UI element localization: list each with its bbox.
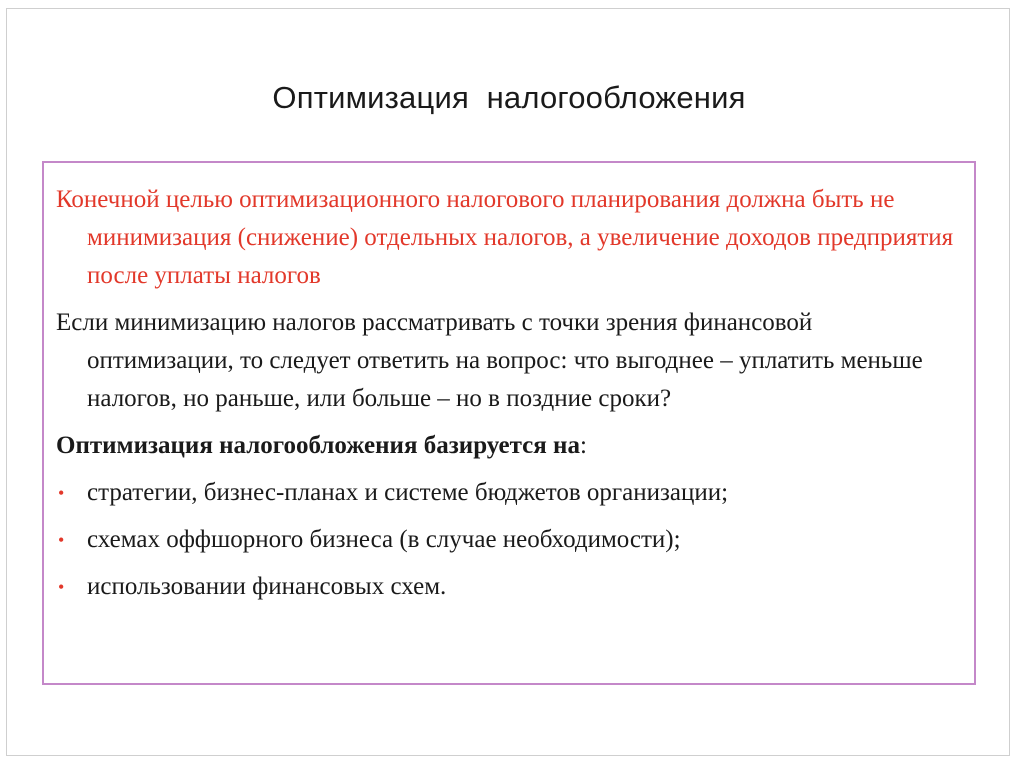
list-item <box>56 521 961 559</box>
slide-title: Оптимизация налогообложения <box>272 80 746 115</box>
list-item <box>56 568 961 606</box>
bullet-icon: • <box>58 577 65 597</box>
bullet-icon: • <box>58 483 65 503</box>
list-item <box>56 474 961 512</box>
list-item-text: использовании финансовых схем. <box>87 573 447 600</box>
basis-colon: : <box>579 432 587 459</box>
basis-heading: Оптимизация налогообложения базируется на <box>56 432 580 459</box>
content-body <box>56 181 961 615</box>
basis-list <box>56 474 961 606</box>
content-box <box>42 161 976 685</box>
goal-paragraph: Конечной целью оптимизационного налогового планирования должна быть не минимизация (снижение) отдельных налогов, а увеличение доходов предприятия после уплаты налогов <box>56 186 954 289</box>
list-item-text: стратегии, бизнес-планах и системе бюджетов организации; <box>87 479 729 506</box>
basis-heading-line <box>56 427 961 465</box>
question-paragraph: Если минимизацию налогов рассматривать с точки зрения финансовой оптимизации, то следует ответить на вопрос: что выгоднее – уплатить меньше налогов, но раньше, или больше – но в поздние сроки? <box>56 309 923 412</box>
slide-frame <box>6 8 1010 756</box>
bullet-icon: • <box>58 530 65 550</box>
list-item-text: схемах оффшорного бизнеса (в случае необходимости); <box>87 526 681 553</box>
